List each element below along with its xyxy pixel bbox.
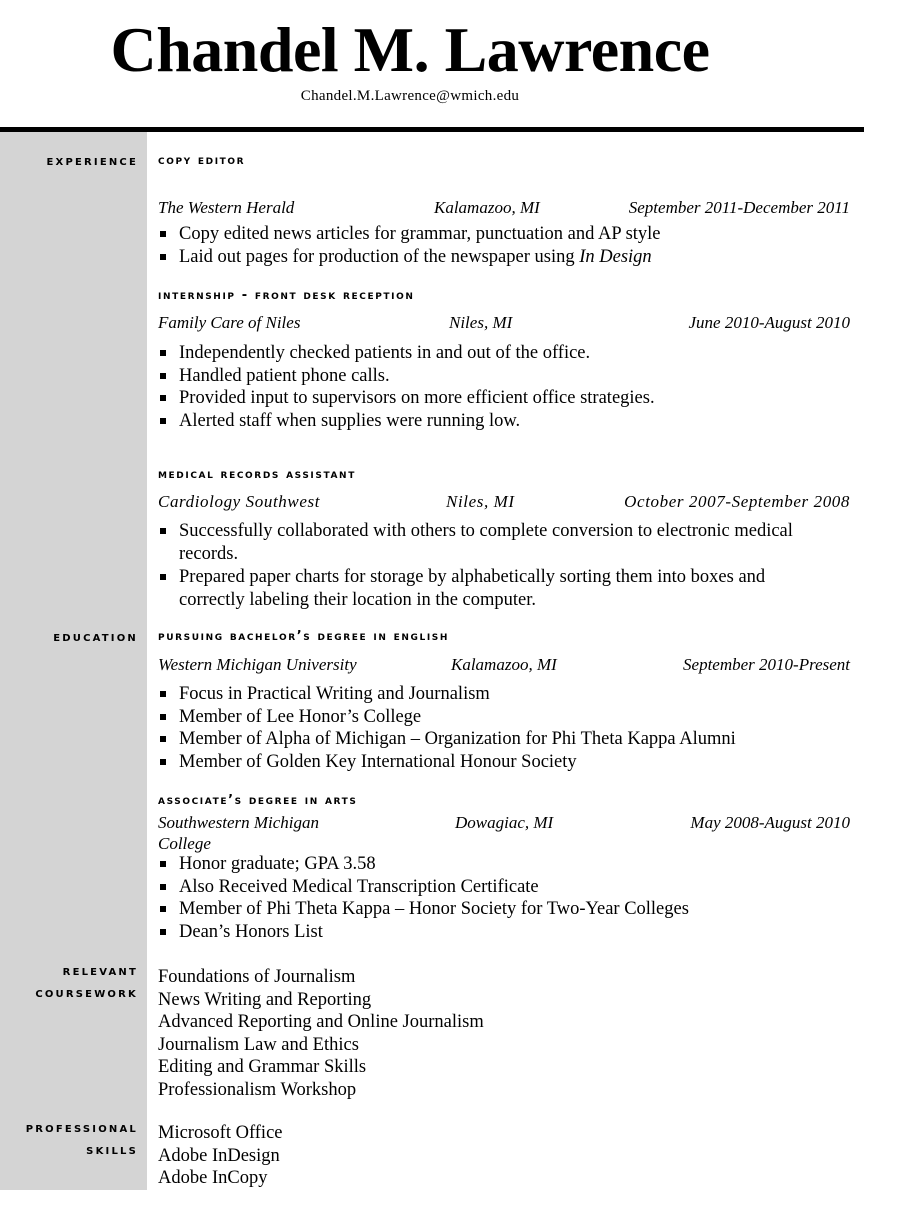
school-name-line1: Southwestern Michigan (158, 813, 320, 832)
job-dates: October 2007-September 2008 (624, 492, 850, 511)
job-organization: The Western Herald (158, 198, 295, 217)
school-location: Dowagiac, MI (455, 813, 554, 832)
bullet-item: Provided input to supervisors on more efficient office strategies. (158, 387, 818, 410)
section-sidebar (0, 132, 147, 1190)
degree-bullets (158, 683, 818, 773)
bullet-item: Alerted staff when supplies were running low. (158, 410, 818, 433)
bullet-item: Focus in Practical Writing and Journalism (158, 683, 818, 706)
skill-item: Adobe InCopy (158, 1168, 268, 1188)
section-label-coursework-line1: relevant (62, 963, 138, 979)
degree-title: associate’s degree in arts (158, 793, 358, 808)
bullet-italic-text: In Design (579, 246, 652, 267)
section-label-education: education (53, 629, 138, 645)
section-label-skills-line1: professional (25, 1120, 138, 1136)
bullet-item: Independently checked patients in and out of the office. (158, 342, 818, 365)
bullet-item: Handled patient phone calls. (158, 365, 818, 388)
bullet-text: Laid out pages for production of the newspaper using (179, 246, 580, 267)
bullet-item: Also Received Medical Transcription Certificate (158, 876, 818, 899)
course-item: Foundations of Journalism (158, 967, 356, 987)
job-organization: Family Care of Niles (158, 313, 301, 332)
school-name: Western Michigan University (158, 655, 357, 674)
bullet-item: Successfully collaborated with others to complete conversion to electronic medical records. (158, 520, 818, 565)
bullet-item: Member of Alpha of Michigan – Organization for Phi Theta Kappa Alumni (158, 728, 818, 751)
school-dates: May 2008-August 2010 (690, 813, 850, 832)
job-bullets (158, 520, 818, 611)
school-name-line2: College (158, 834, 211, 853)
job-organization: Cardiology Southwest (158, 492, 321, 511)
course-item: News Writing and Reporting (158, 989, 372, 1010)
section-label-skills-line2: skills (86, 1142, 138, 1158)
bullet-item (158, 246, 818, 269)
skill-item: Adobe InDesign (158, 1145, 280, 1166)
degree-bullets (158, 853, 818, 943)
school-location: Kalamazoo, MI (451, 655, 557, 674)
section-label-experience: experience (46, 153, 138, 169)
skills-list (158, 1122, 283, 1190)
course-item: Professionalism Workshop (158, 1079, 357, 1100)
email-address: Chandel.M.Lawrence@wmich.edu (300, 88, 520, 104)
coursework-list (158, 966, 484, 1101)
job-location: Kalamazoo, MI (434, 198, 540, 217)
course-item: Editing and Grammar Skills (158, 1057, 367, 1077)
job-location: Niles, MI (446, 492, 515, 511)
school-dates: September 2010-Present (683, 655, 850, 674)
job-bullets (158, 342, 818, 432)
section-label-coursework-line2: coursework (35, 985, 138, 1001)
bullet-item: Prepared paper charts for storage by alphabetically sorting them into boxes and correctly labeling their location in the computer. (158, 566, 818, 611)
bullet-item: Copy edited news articles for grammar, punctuation and AP style (158, 223, 818, 246)
course-item: Journalism Law and Ethics (158, 1034, 359, 1055)
degree-title: pursuing bachelor’s degree in english (158, 629, 449, 644)
bullet-item: Member of Golden Key International Honour Society (158, 751, 818, 774)
bullet-item: Dean’s Honors List (158, 921, 818, 944)
course-item: Advanced Reporting and Online Journalism (158, 1012, 484, 1032)
candidate-name: Chandel M. Lawrence (110, 14, 710, 85)
job-dates: June 2010-August 2010 (688, 313, 850, 332)
job-location: Niles, MI (449, 313, 513, 332)
skill-item: Microsoft Office (158, 1123, 283, 1143)
bullet-item: Honor graduate; GPA 3.58 (158, 853, 818, 876)
bullet-item: Member of Lee Honor’s College (158, 706, 818, 729)
job-title: medical records assistant (158, 467, 356, 482)
bullet-item: Member of Phi Theta Kappa – Honor Society for Two-Year Colleges (158, 898, 818, 921)
job-bullets (158, 223, 818, 268)
job-dates: September 2011-December 2011 (628, 198, 850, 217)
job-title: internship - front desk reception (158, 288, 415, 303)
job-title: copy editor (158, 153, 246, 168)
